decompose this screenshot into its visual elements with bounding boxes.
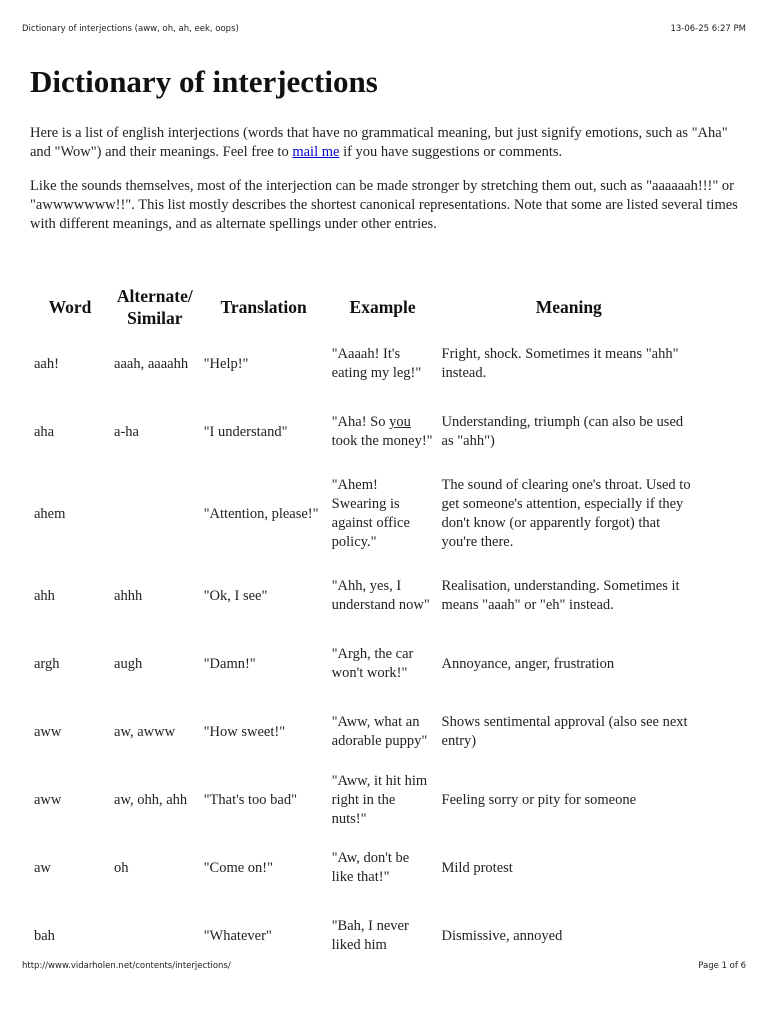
cell-word: ahem <box>34 505 66 522</box>
header-translation: Translation <box>220 296 307 317</box>
cell-translation: "Come on!" <box>203 859 274 876</box>
cell-translation: "Damn!" <box>203 655 256 672</box>
cell-meaning: The sound of clearing one's throat. Used to get someone's attention, especially if they don't know (or apparently forgot) that you're there. <box>441 477 691 550</box>
header-meaning: Meaning <box>535 296 602 317</box>
header-alternate <box>110 283 200 330</box>
cell-word: aah! <box>34 355 59 372</box>
table-row <box>30 562 700 630</box>
interjections-table-container <box>30 283 740 953</box>
example-text-start: "Aha! So <box>331 414 390 430</box>
cell-translation: "Attention, please!" <box>203 505 319 522</box>
table-row <box>30 466 700 562</box>
cell-alternate <box>110 902 200 970</box>
table-row <box>30 902 700 970</box>
cell-alternate: oh <box>114 859 129 876</box>
cell-meaning: Dismissive, annoyed <box>441 927 563 944</box>
cell-translation: "That's too bad" <box>203 791 298 808</box>
cell-example: "Aw, don't be like that!" <box>331 850 410 885</box>
cell-example <box>328 398 438 466</box>
cell-word: aha <box>34 423 55 440</box>
print-footer-page: Page 1 of 6 <box>698 961 746 971</box>
cell-example: "Argh, the car won't work!" <box>331 646 414 681</box>
cell-example: "Aww, it hit him right in the nuts!" <box>331 772 428 827</box>
intro-text-end: if you have suggestions or comments. <box>339 144 563 160</box>
stretching-paragraph: Like the sounds themselves, most of the interjection can be made stronger by stretching them out, such as "aaaaaah!!!" or "awwwwwww!!". This list mostly describes the shortest canonical representations. Note that some are listed several times with different meanings, and as alternate spellings under other entries. <box>30 178 738 232</box>
intro-text-start: Here is a list of english interjections (words that have no grammatical meaning, but just signify emotions, such as "Aha" and "Wow") and their meanings. Feel free to <box>30 125 728 160</box>
cell-word: ahh <box>34 587 55 604</box>
cell-example: "Aww, what an adorable puppy" <box>331 714 428 749</box>
cell-meaning: Fright, shock. Sometimes it means "ahh" instead. <box>441 346 679 381</box>
cell-example: "Aaaah! It's eating my leg!" <box>331 346 422 381</box>
header-alternate-line2: Similar <box>127 307 183 328</box>
cell-word: aww <box>34 791 62 808</box>
cell-meaning: Feeling sorry or pity for someone <box>441 791 637 808</box>
interjections-table <box>30 283 700 970</box>
cell-meaning: Realisation, understanding. Sometimes it means "aaah" or "eh" instead. <box>441 578 680 613</box>
example-emphasis: you <box>389 414 411 430</box>
print-header-datetime: 13-06-25 6:27 PM <box>670 24 746 34</box>
cell-alternate <box>110 466 200 562</box>
cell-word: argh <box>34 655 60 672</box>
table-row <box>30 630 700 698</box>
cell-alternate: augh <box>114 655 143 672</box>
cell-word: bah <box>34 927 55 944</box>
print-footer-url: http://www.vidarholen.net/contents/interjections/ <box>22 961 231 971</box>
table-row <box>30 330 700 398</box>
cell-alternate: aw, ohh, ahh <box>114 791 188 808</box>
cell-alternate: ahhh <box>114 587 143 604</box>
cell-translation: "Whatever" <box>203 927 272 944</box>
table-row <box>30 698 700 766</box>
cell-alternate: aw, awww <box>114 723 176 740</box>
header-example: Example <box>349 296 416 317</box>
print-header-title: Dictionary of interjections (aww, oh, ah, eek, oops) <box>22 24 239 34</box>
cell-alternate: a-ha <box>114 423 139 440</box>
cell-meaning: Understanding, triumph (can also be used as "ahh") <box>441 414 684 449</box>
cell-example: "Ahem! Swearing is against office policy." <box>331 477 410 550</box>
cell-translation: "I understand" <box>203 423 288 440</box>
table-header-row <box>30 283 700 330</box>
cell-example: "Bah, I never liked him <box>331 918 409 953</box>
cell-word: aww <box>34 723 62 740</box>
header-word: Word <box>48 296 92 317</box>
cell-example: "Ahh, yes, I understand now" <box>331 578 430 613</box>
cell-alternate: aaah, aaaahh <box>114 355 189 372</box>
cell-translation: "Ok, I see" <box>203 587 268 604</box>
cell-meaning: Mild protest <box>441 859 513 876</box>
table-row <box>30 834 700 902</box>
cell-word: aw <box>34 859 51 876</box>
cell-meaning: Shows sentimental approval (also see next entry) <box>441 714 688 749</box>
intro-paragraph <box>30 124 740 162</box>
cell-meaning: Annoyance, anger, frustration <box>441 655 615 672</box>
table-row <box>30 766 700 834</box>
cell-translation: "How sweet!" <box>203 723 286 740</box>
example-text-end: took the money!" <box>331 433 433 449</box>
page-title: Dictionary of interjections <box>30 64 378 99</box>
cell-translation: "Help!" <box>203 355 249 372</box>
table-row <box>30 398 700 466</box>
mail-me-link[interactable]: mail me <box>292 144 340 160</box>
header-alternate-line1: Alternate/ <box>116 285 193 306</box>
